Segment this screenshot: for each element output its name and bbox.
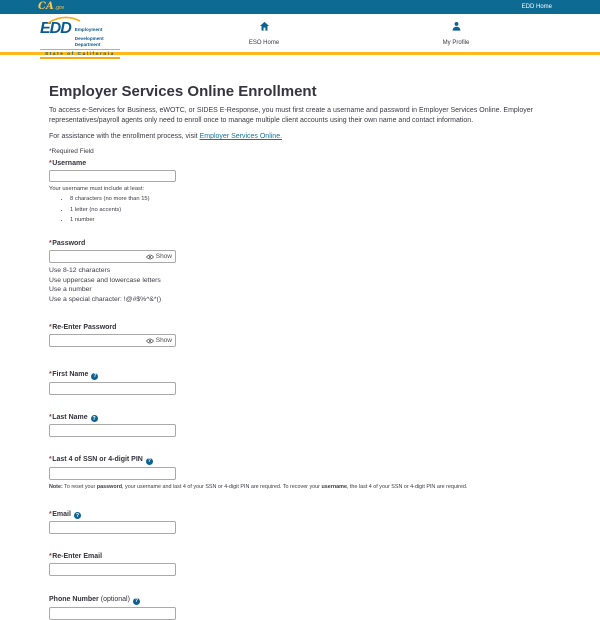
- username-hint-title: Your username must include at least:: [49, 186, 145, 192]
- note-bold: password: [96, 483, 123, 490]
- username-label-text: Username: [52, 160, 87, 167]
- help-icon[interactable]: ?: [92, 415, 96, 422]
- username-requirement: • 1 number: [70, 217, 555, 223]
- eye-icon: [146, 254, 154, 260]
- note-text: To reset your: [62, 483, 97, 490]
- phone-label-text: Phone Number: [49, 596, 99, 603]
- dept-line: Department: [74, 41, 101, 47]
- phone-input[interactable]: [49, 607, 176, 620]
- employer-services-online-link[interactable]: Employer Services Online.: [199, 133, 283, 140]
- required-asterisk: *: [49, 510, 52, 518]
- first-name-label-text: First Name: [52, 371, 89, 378]
- nav-my-profile[interactable]: [426, 19, 486, 46]
- required-asterisk: *: [49, 160, 52, 167]
- edd-logo[interactable]: [40, 18, 120, 59]
- ca-gov-logo-suffix: .gov: [54, 5, 65, 11]
- email-input[interactable]: [49, 521, 176, 534]
- nav-my-profile-label: My Profile: [442, 40, 470, 46]
- required-asterisk: *: [49, 456, 52, 463]
- reenter-password-label: [49, 324, 555, 332]
- ca-gov-logo-script: CA: [38, 1, 54, 12]
- password-requirement: Use uppercase and lowercase letters: [49, 276, 161, 284]
- required-field-note: *Required Field: [49, 148, 94, 155]
- username-requirement: • 1 letter (no accents): [70, 207, 555, 213]
- home-icon: [259, 21, 270, 32]
- eye-icon: [146, 338, 154, 344]
- password-field: [49, 250, 176, 263]
- note-bold: username: [321, 483, 347, 490]
- site-header: [0, 14, 600, 57]
- first-name-input[interactable]: [49, 382, 176, 395]
- required-asterisk: *: [49, 371, 52, 378]
- last-name-label: [49, 414, 555, 423]
- help-icon[interactable]: ?: [147, 458, 151, 464]
- phone-optional-suffix: (optional): [100, 596, 130, 603]
- password-requirement: Use a number: [49, 286, 92, 293]
- reenter-password-field: [49, 334, 176, 347]
- dept-line: Development: [74, 36, 104, 41]
- edd-logo-swoosh-icon: [46, 16, 82, 24]
- ssn-pin-label: [49, 456, 555, 465]
- help-icon[interactable]: ?: [93, 373, 97, 379]
- help-icon[interactable]: ?: [134, 598, 139, 604]
- dept-line: Employment: [74, 27, 103, 32]
- password-requirement: Use 8-12 characters: [49, 267, 111, 274]
- help-icon[interactable]: ?: [75, 512, 79, 519]
- assistance-text: For assistance with the enrollment process, visit: [49, 133, 200, 140]
- note-text: , your username and last 4 of your SSN or 4-digit PIN are required. To recover your: [122, 483, 322, 490]
- reenter-password-label-text: Re-Enter Password: [52, 324, 117, 331]
- reenter-password-show-label: Show: [155, 337, 172, 344]
- intro-paragraph: To access e-Services for Business, eWOTC, or SIDES E-Response, you must first create a username and password in Employer Services Online. Employer representatives/payroll agents only need to enroll once to manage multiple client accounts using their own name and contact information.: [49, 107, 533, 124]
- required-asterisk: *: [49, 553, 52, 560]
- first-name-label: [49, 371, 555, 380]
- username-requirements-list: [49, 196, 555, 223]
- utility-bar: [0, 0, 600, 14]
- person-icon: [451, 21, 462, 32]
- main-content: [0, 83, 600, 620]
- password-label-text: Password: [52, 240, 86, 247]
- reenter-password-show-button[interactable]: [143, 337, 175, 344]
- password-requirements: [49, 266, 555, 304]
- ssn-pin-input[interactable]: [49, 467, 176, 480]
- reenter-password-input[interactable]: [50, 335, 143, 346]
- note-text: , the last 4 of your SSN or 4-digit PIN are required.: [346, 483, 468, 490]
- required-asterisk: *: [49, 413, 52, 421]
- password-input[interactable]: [50, 251, 143, 262]
- password-show-label: Show: [155, 253, 172, 260]
- email-label-text: Email: [52, 510, 71, 518]
- reenter-email-input[interactable]: [49, 563, 176, 576]
- edd-acronym: EDD: [40, 20, 71, 37]
- page-title: Employer Services Online Enrollment: [49, 83, 317, 100]
- edd-tagline: State of California: [40, 49, 120, 59]
- nav-eso-home-label: ESO Home: [248, 40, 280, 46]
- password-label: [49, 240, 555, 248]
- nav-eso-home[interactable]: [236, 19, 292, 46]
- edd-home-link[interactable]: EDD Home: [521, 4, 552, 10]
- username-requirement: • 8 characters (no more than 15): [70, 196, 555, 202]
- last-name-label-text: Last Name: [52, 413, 88, 421]
- note-bold: Note:: [49, 483, 63, 490]
- email-label: [49, 511, 555, 520]
- last-name-input[interactable]: [49, 424, 176, 437]
- required-asterisk: *: [49, 240, 52, 247]
- reenter-email-label: [49, 553, 555, 561]
- username-label: [49, 160, 555, 168]
- password-show-button[interactable]: [143, 253, 175, 260]
- assistance-line: [49, 133, 555, 140]
- username-input[interactable]: [49, 170, 176, 182]
- ssn-pin-note: [49, 484, 555, 490]
- ssn-pin-label-text: Last 4 of SSN or 4-digit PIN: [52, 456, 143, 463]
- ca-gov-logo[interactable]: [38, 2, 64, 12]
- required-asterisk: *: [49, 324, 52, 331]
- reenter-email-label-text: Re-Enter Email: [52, 553, 103, 560]
- phone-label: [49, 596, 555, 605]
- password-requirement: Use a special character: !@#$%^&*(): [49, 295, 162, 303]
